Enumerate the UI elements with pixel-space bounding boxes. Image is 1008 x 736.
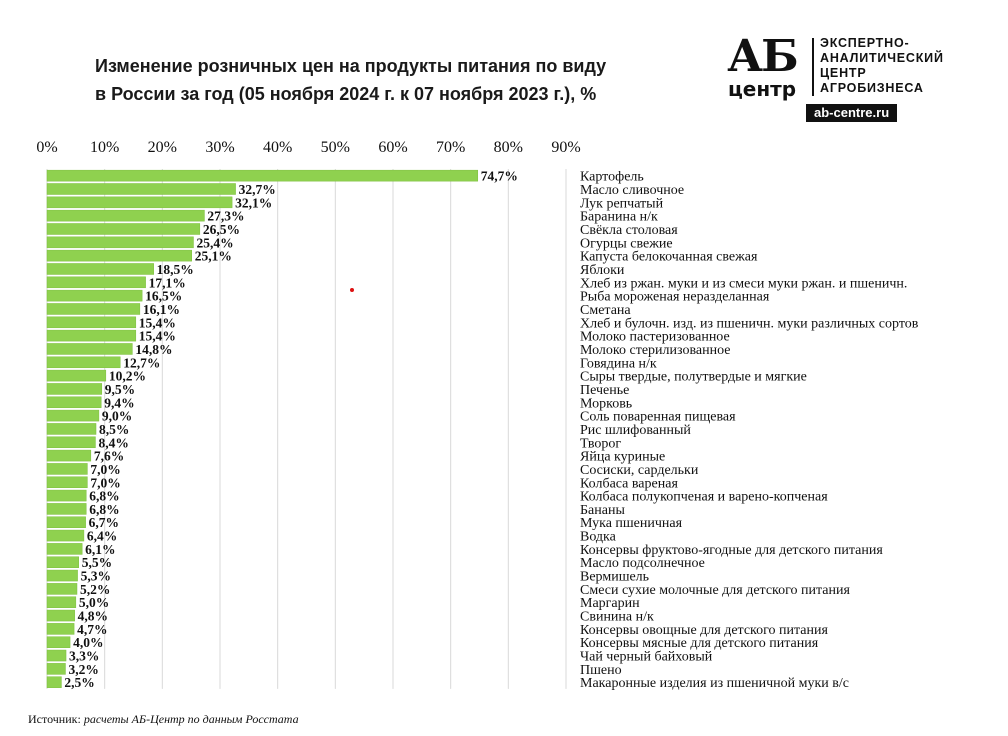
logo-mark-bottom: центр: [727, 77, 797, 101]
category-label: Творог: [580, 436, 622, 452]
x-axis-ticks: [36, 139, 580, 156]
bar: [47, 437, 95, 448]
bar-value-label: 14,8%: [135, 341, 173, 357]
bar-value-label: 32,7%: [238, 181, 276, 197]
bar-value-label: 5,3%: [80, 568, 111, 584]
category-label: Сосиски, сардельки: [580, 462, 699, 478]
bar: [47, 383, 102, 394]
category-label: Консервы овощные для детского питания: [580, 622, 828, 638]
bar: [47, 370, 106, 381]
bar-value-label: 15,4%: [138, 328, 176, 344]
bar: [47, 290, 142, 301]
logo-text-line1: ЭКСПЕРТНО-: [820, 36, 910, 50]
category-label: Смеси сухие молочные для детского питания: [580, 582, 850, 598]
bar-value-label: 26,5%: [202, 221, 240, 237]
bar: [47, 343, 132, 354]
chart-title-line2: в России за год (05 ноября 2024 г. к 07 ноября 2023 г.), %: [95, 84, 597, 104]
bar: [47, 210, 204, 221]
logo-url: ab-centre.ru: [806, 104, 897, 122]
x-tick-label: 40%: [263, 139, 293, 156]
category-label: Огурцы свежие: [580, 236, 673, 252]
bar-value-label: 8,5%: [99, 421, 130, 437]
category-label: Консервы мясные для детского питания: [580, 636, 819, 652]
bar-value-label: 3,2%: [68, 661, 99, 677]
bar: [47, 330, 136, 341]
bar: [47, 610, 75, 621]
bar-value-label: 7,6%: [93, 448, 125, 464]
bar: [47, 503, 86, 514]
category-label: Капуста белокочанная свежая: [580, 249, 758, 265]
bar-value-label: 17,1%: [148, 275, 186, 291]
x-tick-label: 20%: [147, 139, 177, 156]
category-label: Молоко пастеризованное: [580, 329, 730, 345]
source-note: [28, 712, 299, 727]
source-text: расчеты АБ-Центр по данным Росстата: [80, 712, 299, 726]
bar: [47, 463, 87, 474]
bar-value-label: 25,4%: [196, 235, 234, 251]
bar-value-label: 6,7%: [88, 515, 120, 531]
bar: [47, 277, 146, 288]
category-label: Вермишель: [580, 569, 650, 585]
bar-value-label: 18,5%: [156, 261, 194, 277]
category-label: Хлеб и булочн. изд. из пшеничн. муки различных сортов: [580, 316, 919, 332]
category-label: Пшено: [580, 662, 622, 678]
category-label: Картофель: [580, 169, 644, 185]
category-label: Маргарин: [580, 596, 640, 612]
bar-value-label: 16,1%: [142, 301, 180, 317]
category-label: Водка: [580, 529, 616, 545]
bar-value-label: 15,4%: [138, 315, 176, 331]
bar-value-label: 9,4%: [104, 395, 135, 411]
bar-value-label: 8,4%: [98, 435, 129, 451]
red-dot-marker: [350, 288, 354, 292]
bar-value-label: 5,5%: [81, 555, 113, 571]
bar: [47, 317, 136, 328]
category-label: Свинина н/к: [580, 609, 654, 625]
bar-value-label: 16,5%: [145, 288, 183, 304]
bar-value-label: 25,1%: [194, 248, 232, 264]
category-label: Соль поваренная пищевая: [580, 409, 736, 425]
bar: [47, 570, 78, 581]
category-label: Яблоки: [580, 262, 625, 278]
category-label: Баранина н/к: [580, 209, 658, 225]
x-tick-label: 60%: [378, 139, 408, 156]
category-label: Колбаса вареная: [580, 476, 678, 492]
x-tick-label: 90%: [551, 139, 581, 156]
bar-value-label: 6,1%: [85, 541, 116, 557]
bar: [47, 183, 236, 194]
bar: [47, 450, 91, 461]
bar: [47, 223, 200, 234]
bar-value-label: 4,7%: [77, 621, 108, 637]
category-label: Консервы фруктово-ягодные для детского питания: [580, 542, 883, 558]
source-prefix: Источник:: [28, 712, 81, 726]
bar: [47, 557, 79, 568]
bar: [47, 637, 70, 648]
bar: [47, 517, 86, 528]
category-label: Макаронные изделия из пшеничной муки в/с: [580, 676, 849, 692]
x-tick-label: 0%: [36, 139, 58, 156]
bar: [47, 237, 193, 248]
bar: [47, 543, 82, 554]
logo-text-line4: АГРОБИЗНЕСА: [820, 81, 924, 95]
bar: [47, 663, 65, 674]
bar-value-label: 3,3%: [69, 648, 100, 664]
chart-title-line1: Изменение розничных цен на продукты питания по виду: [95, 56, 607, 76]
category-label: Молоко стерилизованное: [580, 342, 731, 358]
bar: [47, 477, 87, 488]
logo-text-line2: АНАЛИТИЧЕСКИЙ: [820, 51, 944, 65]
bar: [47, 650, 66, 661]
category-label: Масло сливочное: [580, 182, 685, 198]
bar: [47, 197, 232, 208]
bar-value-label: 6,8%: [89, 501, 120, 517]
category-label: Рыба мороженая неразделанная: [580, 289, 770, 305]
logo-mark-top: АБ: [727, 31, 797, 82]
bar-value-label: 7,0%: [90, 475, 121, 491]
x-tick-label: 30%: [205, 139, 235, 156]
bar-value-label: 10,2%: [108, 368, 146, 384]
bar-value-label: 9,0%: [101, 408, 133, 424]
bar: [47, 597, 76, 608]
category-label: Чай черный байховый: [580, 649, 713, 665]
category-label: Печенье: [580, 382, 630, 398]
bar: [47, 410, 99, 421]
category-label: Хлеб из ржан. муки и из смеси муки ржан. и пшеничн.: [580, 276, 908, 292]
category-label: Колбаса полукопченая и варено-копченая: [580, 489, 828, 505]
bar: [47, 423, 96, 434]
bar: [47, 170, 478, 181]
bar: [47, 397, 101, 408]
category-label: Сметана: [580, 302, 631, 318]
bar-value-label: 6,4%: [86, 528, 118, 544]
x-tick-label: 10%: [90, 139, 120, 156]
x-tick-label: 70%: [436, 139, 466, 156]
bar-value-label: 4,0%: [73, 635, 104, 651]
category-label: Лук репчатый: [580, 196, 664, 212]
bar: [47, 530, 84, 541]
bar-value-label: 74,7%: [480, 168, 518, 184]
bar-value-label: 7,0%: [90, 461, 121, 477]
bar-value-label: 2,5%: [64, 675, 95, 691]
bar: [47, 490, 86, 501]
bar-value-label: 12,7%: [123, 355, 161, 371]
category-label: Сыры твердые, полутвердые и мягкие: [580, 369, 807, 385]
category-label: Бананы: [580, 502, 625, 518]
bar: [47, 303, 140, 314]
bar-value-label: 5,2%: [79, 581, 111, 597]
bar: [47, 623, 74, 634]
x-tick-label: 50%: [320, 139, 350, 156]
bar: [47, 677, 61, 688]
bar-value-label: 6,8%: [89, 488, 120, 504]
category-labels: [580, 170, 919, 692]
bar: [47, 250, 192, 261]
category-label: Рис шлифованный: [580, 422, 691, 438]
category-label: Свёкла столовая: [580, 222, 678, 238]
bar-value-label: 4,8%: [77, 608, 109, 624]
bar: [47, 263, 154, 274]
bar: [47, 357, 120, 368]
bar: [47, 583, 77, 594]
bar-value-label: 9,5%: [104, 381, 136, 397]
category-label: Мука пшеничная: [580, 516, 683, 532]
bar-value-label: 27,3%: [207, 208, 245, 224]
x-tick-label: 80%: [493, 139, 523, 156]
category-label: Морковь: [580, 396, 633, 412]
category-label: Масло подсолнечное: [580, 556, 705, 572]
logo-text-line3: ЦЕНТР: [820, 66, 867, 80]
category-label: Яйца куриные: [580, 449, 666, 465]
category-label: Говядина н/к: [580, 356, 657, 372]
bar-value-label: 32,1%: [235, 195, 273, 211]
bar-value-label: 5,0%: [78, 595, 110, 611]
